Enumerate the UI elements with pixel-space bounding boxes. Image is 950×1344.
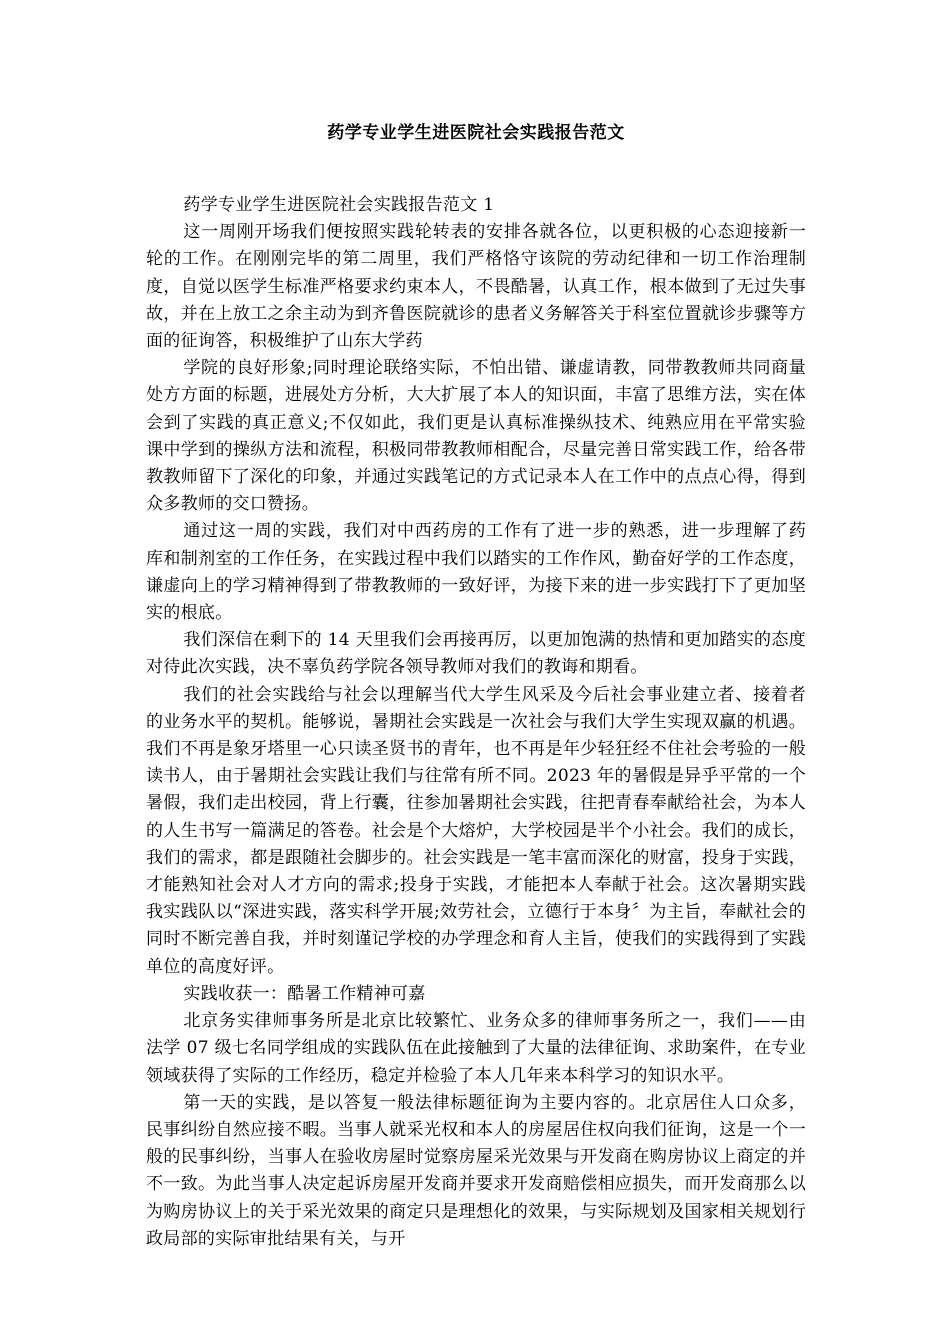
body-paragraph: 通过这一周的实践，我们对中西药房的工作有了进一步的熟悉，进一步理解了药库和制剂室的工作任务，在实践过程中我们以踏实的工作作风，勤奋好学的工作态度，谦虚向上的学习精神得到了带教教师的一致好评，为接下来的进一步实践打下了更加坚实的根底。 <box>146 521 806 624</box>
body-paragraph: 学院的良好形象;同时理论联络实际，不怕出错、谦虚请教，同带教教师共同商量处方方面的标题，进展处方分析，大大扩展了本人的知识面，丰富了思维方法，实在体会到了实践的真正意义;不仅如此，我们更是认真标准操纵技术、纯熟应用在平常实验课中学到的操纵方法和流程，积极同带教教师相配合，尽量完善日常实践工作，给各带教教师留下了深化的印象，并通过实践笔记的方式记录本人在工作中的点点心得，得到众多教师的交口赞扬。 <box>146 358 806 515</box>
body-paragraph: 我们的社会实践给与社会以理解当代大学生风采及今后社会事业建立者、接着者的业务水平的契机。能够说，暑期社会实践是一次社会与我们大学生实现双赢的机遇。我们不再是象牙塔里一心只读圣贤书的青年，也不再是年少轻狂经不住社会考验的一般读书人，由于暑期社会实践让我们与往常有所不同。2023 年的暑假是异乎平常的一个暑假，我们走出校园，背上行囊，往参加暑期社会实践，往把青春奉献给社会，为本人的人生书写一篇满足的答卷。社会是个大熔炉，大学校园是半个小社会。我们的成长，我们的需求，都是跟随社会脚步的。社会实践是一笔丰富而深化的财富，投身于实践，才能熟知社会对人才方向的需求;投身于实践，才能把本人奉献于社会。这次暑期实践我实践队以“深进实践，落实科学开展;效劳社会，立德行于本身〞为主旨，奉献社会的同时不断完善自我，并时刻谨记学校的办学理念和育人主旨，使我们的实践得到了实践单位的高度好评。 <box>146 684 806 977</box>
body-paragraph: 这一周刚开场我们便按照实践轮转表的安排各就各位，以更积极的心态迎接新一轮的工作。在刚刚完毕的第二周里，我们严格恪守该院的劳动纪律和一切工作治理制度，自觉以医学生标准严格要求约束本人，不畏酷暑，认真工作，根本做到了无过失事故，并在上放工之余主动为到齐鲁医院就诊的患者义务解答关于科室位置就诊步骤等方面的征询答，积极维护了山东大学药 <box>146 222 806 352</box>
document-title: 药学专业学生进医院社会实践报告范文 <box>327 123 625 143</box>
subtitle-paragraph: 药学专业学生进医院社会实践报告范文 1 <box>183 195 495 215</box>
body-paragraph: 我们深信在剩下的 14 天里我们会再接再厉，以更加饱满的热情和更加踏实的态度对待此次实践，决不辜负药学院各领导教师对我们的教诲和期看。 <box>146 630 806 678</box>
section-heading: 实践收获一：酷暑工作精神可嘉 <box>183 983 426 1004</box>
body-paragraph: 第一天的实践，是以答复一般法律标题征询为主要内容的。北京居住人口众多，民事纠纷自然应接不暇。当事人就采光权和本人的房屋居住权向我们征询，这是一个一般的民事纠纷，当事人在验收房屋时觉察房屋采光效果与开发商在购房协议上商定的并不一致。为此当事人决定起诉房屋开发商并要求开发商赔偿相应损失，而开发商那么以为购房协议上的关于采光效果的商定只是理想化的效果，与实际规划及国家相关规划行政局部的实际审批结果有关，与开 <box>146 1092 806 1249</box>
document-page <box>146 120 806 1253</box>
document-body <box>146 192 806 1253</box>
body-paragraph: 北京务实律师事务所是北京比较繁忙、业务众多的律师事务所之一，我们——由法学 07 级七名同学组成的实践队伍在此接触到了大量的法律征询、求助案件，在专业领域获得了实际的工作经历，稳定并检验了本人几年来本科学习的知识水平。 <box>146 1011 806 1086</box>
